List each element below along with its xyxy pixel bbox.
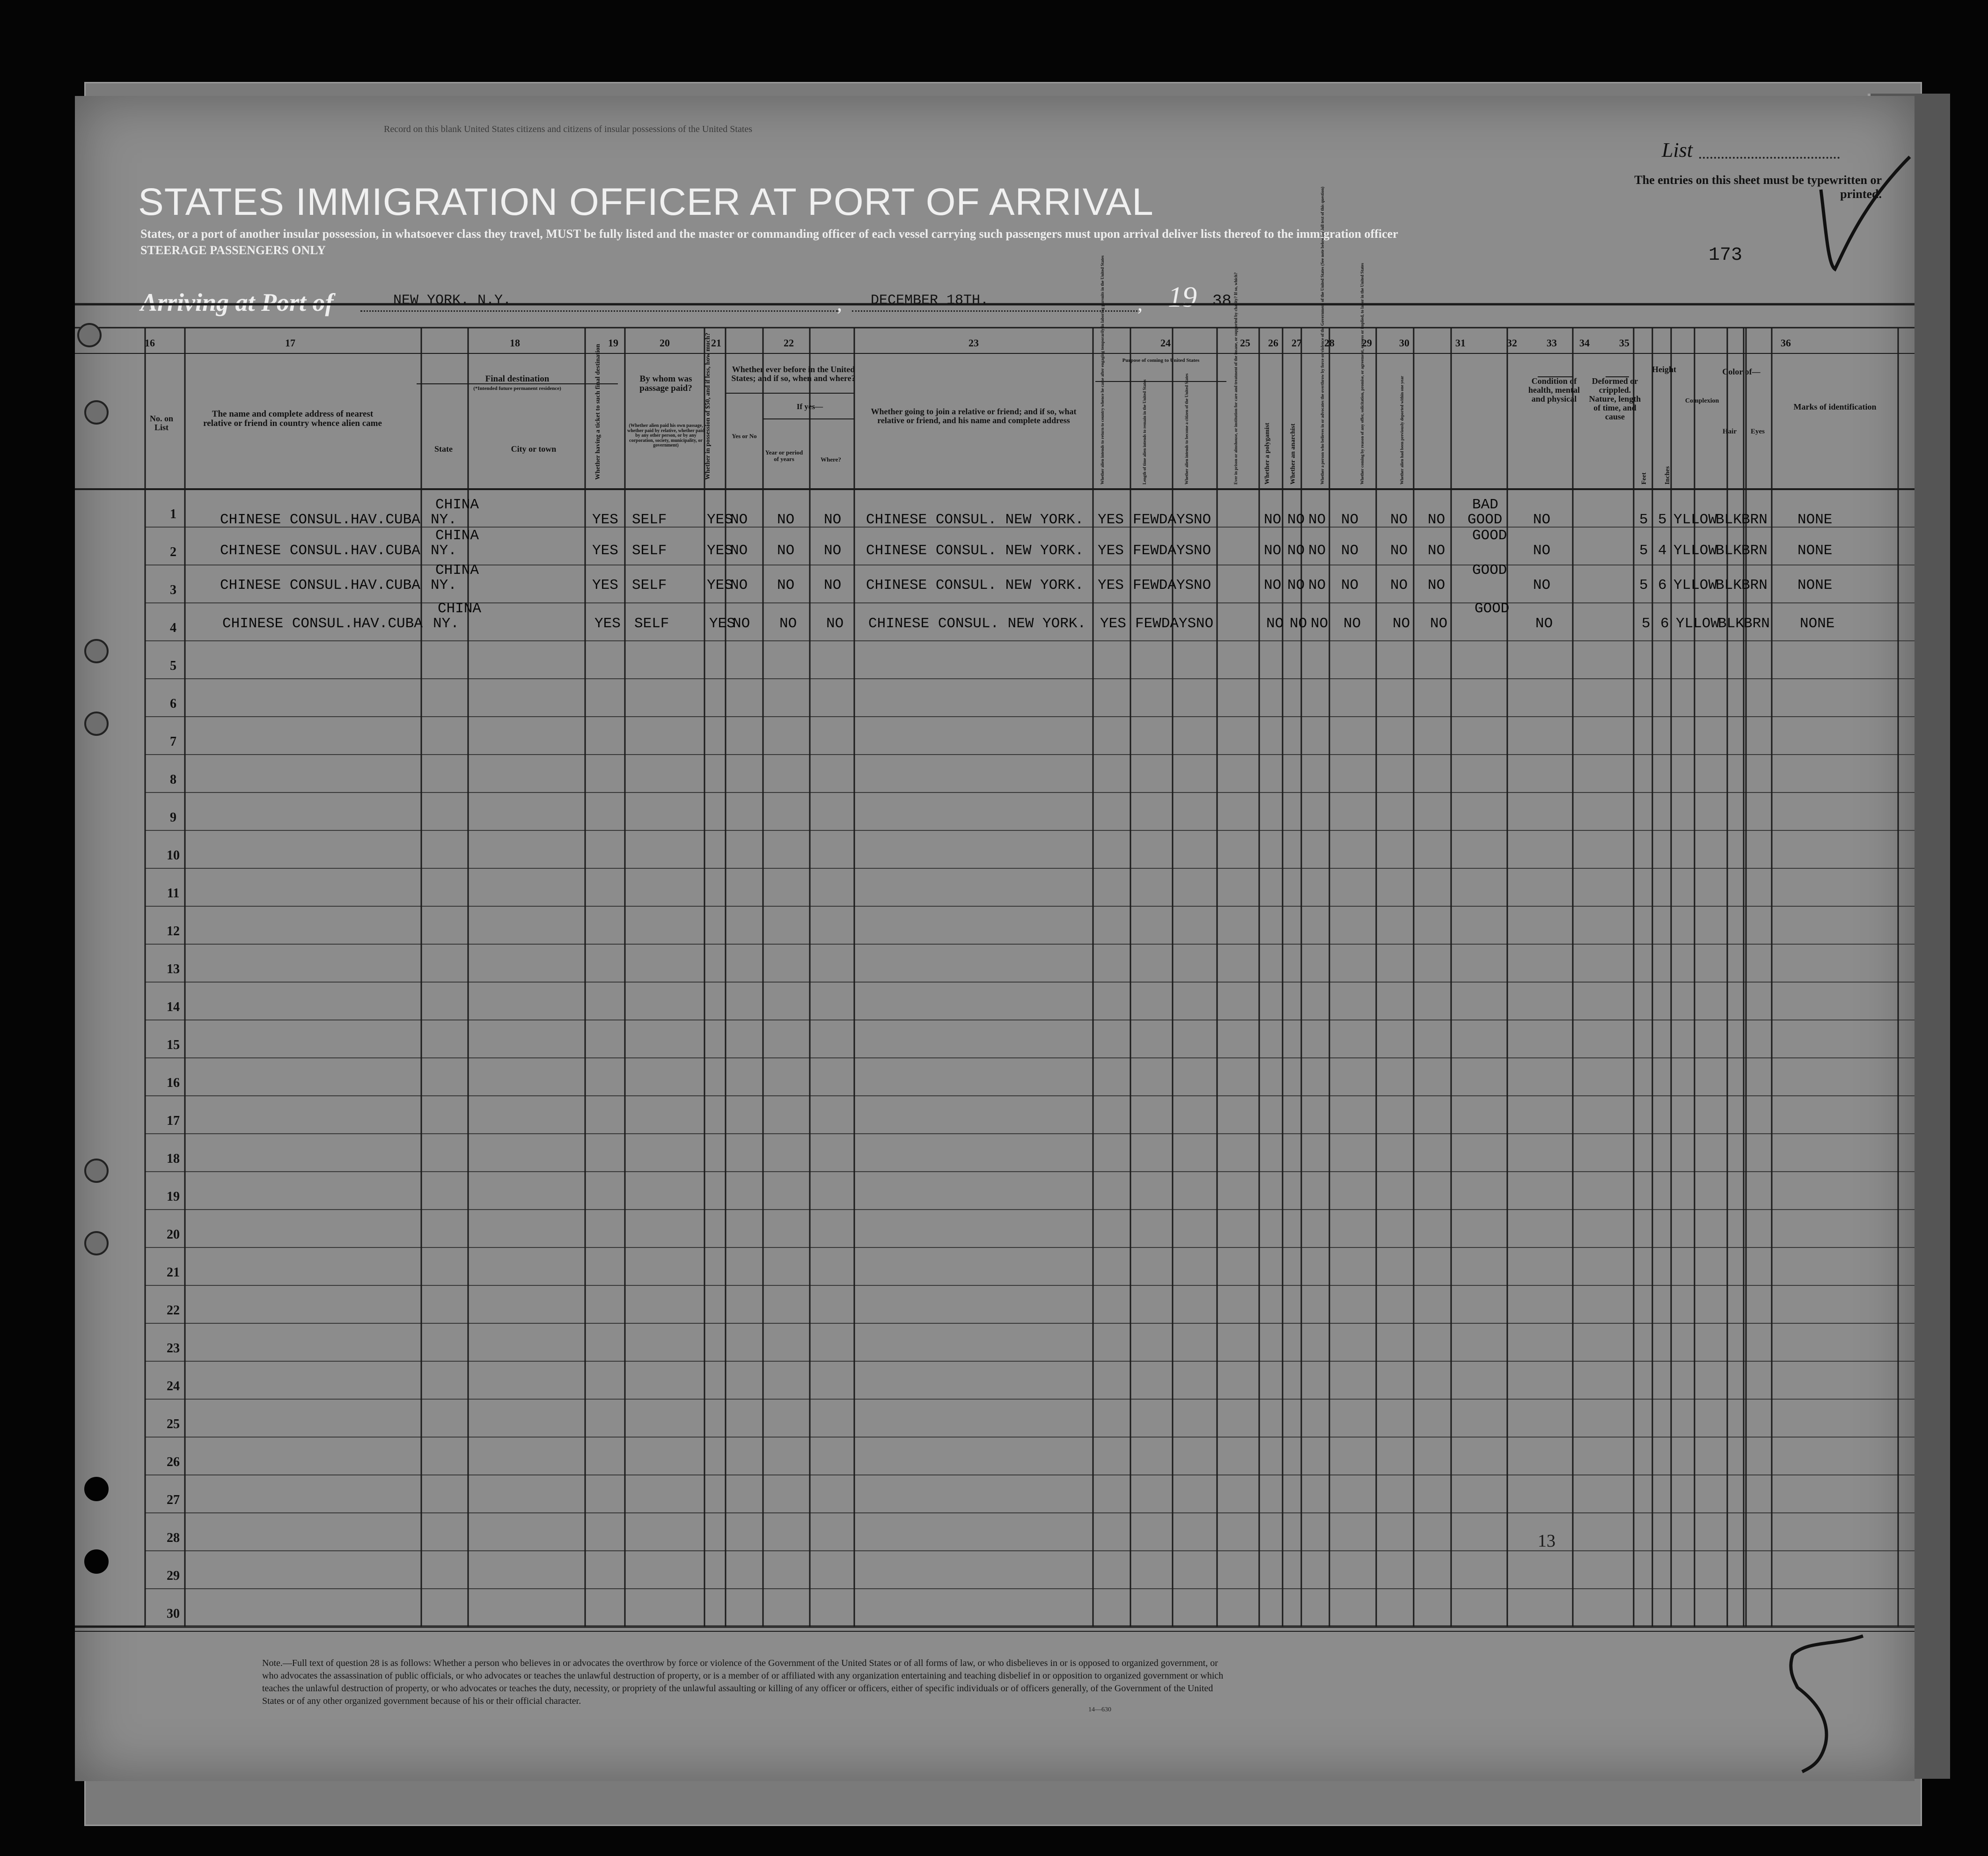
col-number-29: 29 — [1362, 337, 1372, 349]
col-number-22: 22 — [784, 337, 794, 349]
row-number: 17 — [167, 1114, 180, 1128]
steerage-label: STEERAGE PASSENGERS ONLY — [140, 243, 326, 257]
row-number: 9 — [170, 810, 176, 825]
entries-note: The entries on this sheet must be typewritten or printed. — [1634, 173, 1882, 201]
col34-header: Complexion — [1685, 397, 1719, 404]
cell-eyes: BRN — [1744, 616, 1770, 632]
row-number: 22 — [167, 1303, 180, 1318]
cell-deformed: NO — [1533, 577, 1551, 594]
row-number: 30 — [167, 1607, 180, 1621]
cell-where: NO — [826, 616, 844, 632]
col-number-19: 19 — [608, 337, 618, 349]
col36-header: Marks of identification — [1793, 402, 1877, 411]
col-number-34: 34 — [1579, 337, 1590, 349]
cell-health: GOOD — [1472, 562, 1507, 579]
manifest-sheet — [75, 96, 1915, 1781]
row-number: 7 — [170, 734, 176, 749]
row-number: 6 — [170, 697, 176, 711]
cell-deported: NO — [1428, 512, 1445, 528]
cell-inches: 5 — [1658, 512, 1667, 528]
cell-anarchist: NO — [1308, 577, 1326, 594]
col35-header: Color of— — [1722, 367, 1761, 376]
cell-hair: BLK — [1716, 543, 1742, 559]
col-number-21: 21 — [711, 337, 721, 349]
cell-complexion: YLLOW — [1673, 512, 1717, 528]
cell-paid-by: SELF — [632, 543, 667, 559]
col-number-33: 33 — [1547, 337, 1557, 349]
cell-before: NO — [730, 543, 748, 559]
cell-ticket: YES — [594, 616, 621, 632]
col26-header: Whether a polygamist — [1264, 423, 1271, 484]
col20-header: By whom was passage paid? — [639, 374, 692, 393]
cell-complexion: YLLOW — [1676, 616, 1720, 632]
col23-header: Whether going to join a relative or friend; and if so, what relative or friend, and his name and complete address — [871, 407, 1077, 425]
row-number: 4 — [170, 621, 176, 635]
cell-labor: NO — [1390, 543, 1408, 559]
cell-years: NO — [777, 577, 795, 594]
form-number: 14—630 — [1088, 1706, 1111, 1713]
cell-joining: CHINESE CONSUL. NEW YORK. — [866, 543, 1084, 559]
cell-citizen: NO — [1194, 512, 1211, 528]
port-value: NEW YORK. N.Y. — [393, 293, 512, 308]
col22-ifyes: If yes— — [796, 402, 823, 411]
row-number: 16 — [167, 1076, 180, 1090]
row-number: 27 — [167, 1493, 180, 1507]
cell-labor: NO — [1390, 577, 1408, 594]
faint-header-text: Record on this blank United States citizens and citizens of insular possessions of the United States — [384, 124, 753, 134]
cell-hair: BLK — [1718, 616, 1744, 632]
list-label: List — [1662, 139, 1693, 161]
cell-feet: 5 — [1639, 543, 1648, 559]
cell-health: GOOD — [1472, 528, 1507, 544]
col-number-16: 16 — [145, 337, 155, 349]
cell-prison: NO — [1264, 543, 1282, 559]
col-number-28: 28 — [1324, 337, 1335, 349]
cell-state: CHINA — [438, 601, 482, 617]
cell-feet: 5 — [1639, 577, 1648, 594]
cell-citizen: NO — [1194, 543, 1211, 559]
cell-years: NO — [777, 543, 795, 559]
comma: , — [1137, 292, 1143, 315]
page-number: 173 — [1709, 245, 1743, 266]
cell-hair: BLK — [1716, 512, 1742, 528]
cell-state: CHINA — [435, 528, 479, 544]
cell-before: NO — [730, 577, 748, 594]
cell-state2: NY. — [431, 577, 457, 594]
col-number-17: 17 — [285, 337, 295, 349]
binder-hole-icon — [84, 1231, 109, 1255]
year-prefix: 19 — [1168, 281, 1197, 313]
cell-polygamist: NO — [1287, 512, 1305, 528]
col22-where: Where? — [821, 456, 841, 463]
row-number: 24 — [167, 1379, 180, 1394]
cell-anarchist: NO — [1308, 512, 1326, 528]
cell-citizen: NO — [1196, 616, 1214, 632]
col-number-30: 30 — [1399, 337, 1409, 349]
cell-years: NO — [779, 616, 797, 632]
col24-b-header: Length of time alien intends to remain in the United States — [1142, 379, 1147, 484]
cell-q28: NO — [1341, 577, 1359, 594]
form-subtitle: States, or a port of another insular possession, in whatsoever class they travel, MUST be fully listed and the master or commanding officer of each vessel carrying such passengers must upon arrival deliver lists thereof to the immigration officer — [140, 227, 1398, 241]
cell-marks: NONE — [1797, 512, 1833, 528]
row-number: 11 — [167, 886, 180, 901]
cell-hair: BLK — [1716, 577, 1742, 594]
col24-c-header: Whether alien intends to become a citizen of the United States — [1184, 373, 1189, 484]
cell-deformed: NO — [1535, 616, 1553, 632]
col31-header: Condition of health, mental and physical — [1528, 376, 1580, 403]
binder-hole-icon — [84, 1159, 109, 1183]
comma: , — [837, 292, 842, 315]
cell-return: YES — [1100, 616, 1126, 632]
binder-hole-icon — [84, 1477, 109, 1501]
cell-deported: NO — [1430, 616, 1448, 632]
cell-prison: NO — [1264, 512, 1282, 528]
row-number: 14 — [167, 1000, 180, 1014]
col18-header: Final destination — [485, 374, 550, 384]
cell-money: YES — [707, 577, 733, 594]
bottom-handwritten-mark: 13 — [1538, 1531, 1555, 1551]
cell-eyes: BRN — [1741, 577, 1768, 594]
row-number: 23 — [167, 1341, 180, 1356]
cell-labor: NO — [1390, 512, 1408, 528]
cell-q28: NO — [1341, 512, 1359, 528]
cell-deported: NO — [1428, 577, 1445, 594]
col22-yesno: Yes or No — [732, 433, 757, 440]
cell-citizen: NO — [1194, 577, 1211, 594]
cell-where: NO — [824, 577, 842, 594]
col32-header: Deformed or crippled. Nature, length of time, and cause — [1589, 376, 1641, 421]
col21-header: Whether in possession of $50, and if less, how much? — [704, 332, 712, 480]
row-number: 19 — [167, 1189, 180, 1204]
col28-header: Whether a person who believes in or advocates the overthrow by force or violence of the Government of the United States (See note below for full text of this question) — [1320, 186, 1325, 484]
binder-hole-icon — [84, 639, 109, 663]
cell-polygamist: NO — [1290, 616, 1307, 632]
col18-city-header: City or town — [511, 444, 557, 454]
col19-header: Whether having a ticket to such final destination — [594, 344, 602, 480]
cell-state2: NY. — [433, 616, 459, 632]
cell-paid-by: SELF — [632, 512, 667, 528]
cell-deformed: NO — [1533, 543, 1551, 559]
cell-length: FEWDAYS — [1133, 577, 1194, 594]
row-number: 2 — [170, 545, 176, 559]
col27-header: Whether an anarchist — [1290, 423, 1297, 484]
cell-state2: NY. — [431, 512, 457, 528]
cell-complexion: YLLOW — [1673, 577, 1717, 594]
row-number: 5 — [170, 659, 176, 673]
row-number: 29 — [167, 1569, 180, 1583]
col18-note: (*Intended future permanent residence) — [473, 386, 561, 391]
cell-marks: NONE — [1797, 543, 1833, 559]
arriving-label: Arriving at Port of — [140, 288, 334, 316]
cell-ticket: YES — [592, 543, 618, 559]
cell-paid-by: SELF — [632, 577, 667, 594]
col-number-27: 27 — [1291, 337, 1302, 349]
col-number-36: 36 — [1781, 337, 1791, 349]
cell-labor: NO — [1393, 616, 1410, 632]
cell-inches: 4 — [1658, 543, 1667, 559]
row-number: 8 — [170, 772, 176, 787]
cell-marks: NONE — [1800, 616, 1835, 632]
row-number: 12 — [167, 924, 180, 939]
col22-year: Year or period of years — [765, 449, 803, 462]
col35-eyes: Eyes — [1751, 428, 1765, 435]
col30-header: Whether alien had been previously deported within one year — [1400, 375, 1404, 484]
cell-marks: NONE — [1797, 577, 1833, 594]
row-number: 20 — [167, 1227, 180, 1242]
cell-anarchist: NO — [1311, 616, 1328, 632]
date-value: DECEMBER 18TH. — [871, 293, 989, 308]
cell-joining: CHINESE CONSUL. NEW YORK. — [868, 616, 1086, 632]
col-number-35: 35 — [1619, 337, 1629, 349]
cell-where: NO — [824, 543, 842, 559]
col35-hair: Hair — [1723, 428, 1737, 435]
cell-relative: CHINESE CONSUL.HAV.CUBA — [220, 543, 420, 559]
col-number-23: 23 — [968, 337, 979, 349]
binder-hole-icon — [84, 1549, 109, 1574]
cell-money: YES — [709, 616, 735, 632]
cell-return: YES — [1098, 543, 1124, 559]
cell-state: CHINA — [435, 562, 479, 579]
cell-relative: CHINESE CONSUL.HAV.CUBA — [220, 577, 420, 594]
cell-prison: NO — [1266, 616, 1284, 632]
cell-eyes: BRN — [1741, 543, 1768, 559]
cell-joining: CHINESE CONSUL. NEW YORK. — [866, 577, 1084, 594]
year-suffix: 38 — [1212, 293, 1232, 310]
col25-header: Ever in prison or almshouse, or institution for care and treatment of the insane, or supported by charity? If so, which? — [1233, 272, 1238, 484]
cell-before: NO — [733, 616, 750, 632]
cell-health2: GOOD — [1467, 512, 1503, 528]
cell-polygamist: NO — [1287, 543, 1305, 559]
col33-feet: Feet — [1641, 472, 1648, 484]
col-number-20: 20 — [660, 337, 670, 349]
cell-inches: 6 — [1658, 577, 1667, 594]
row-number: 21 — [167, 1265, 180, 1280]
col22-header: Whether ever before in the United States; and if so, when and where? — [731, 365, 856, 383]
cell-state: CHINA — [435, 497, 479, 513]
cell-paid-by: SELF — [634, 616, 669, 632]
col16-header: No. on List — [150, 414, 174, 432]
row-number: 18 — [167, 1152, 180, 1166]
cell-return: YES — [1098, 512, 1124, 528]
col29-header: Whether coming by reason of any offer, solicitation, promise, or agreement, express or implied, to labor in the United States — [1360, 263, 1364, 484]
cell-joining: CHINESE CONSUL. NEW YORK. — [866, 512, 1084, 528]
col-number-32: 32 — [1507, 337, 1517, 349]
cell-ticket: YES — [592, 512, 618, 528]
cell-length: FEWDAYS — [1133, 512, 1194, 528]
row-number: 3 — [170, 583, 176, 597]
row-number: 26 — [167, 1455, 180, 1469]
row-number: 15 — [167, 1038, 180, 1052]
cell-complexion: YLLOW — [1673, 543, 1717, 559]
cell-deformed: NO — [1533, 512, 1551, 528]
cell-feet: 5 — [1639, 512, 1648, 528]
col17-header: The name and complete address of nearest relative or friend in country whence alien came — [203, 409, 382, 428]
cell-money: YES — [707, 512, 733, 528]
row-number: 13 — [167, 962, 180, 976]
col-number-26: 26 — [1268, 337, 1278, 349]
col33-header: Height — [1652, 365, 1676, 374]
col33-inches: Inches — [1664, 466, 1671, 484]
binder-hole-icon — [84, 400, 109, 425]
col24-header: Purpose of coming to United States — [1122, 358, 1200, 363]
cell-prison: NO — [1264, 577, 1282, 594]
cell-anarchist: NO — [1308, 543, 1326, 559]
cell-ticket: YES — [592, 577, 618, 594]
cell-length: FEWDAYS — [1135, 616, 1196, 632]
cell-years: NO — [777, 512, 795, 528]
cell-return: YES — [1098, 577, 1124, 594]
row-number: 25 — [167, 1417, 180, 1431]
form-grid — [75, 96, 1915, 1781]
form-title: STATES IMMIGRATION OFFICER AT PORT OF ARRIVAL — [138, 181, 1154, 223]
cell-feet: 5 — [1642, 616, 1651, 632]
cell-q28: NO — [1343, 616, 1361, 632]
col-number-31: 31 — [1455, 337, 1466, 349]
col20-note: (Whether alien paid his own passage, whether paid by relative, whether paid by any other person, or by any corporation, society, municipality, or government) — [627, 423, 704, 448]
col-number-24: 24 — [1160, 337, 1171, 349]
cell-length: FEWDAYS — [1133, 543, 1194, 559]
handwritten-five-icon — [1723, 1627, 1891, 1776]
col-number-18: 18 — [510, 337, 520, 349]
cell-health: BAD — [1472, 497, 1498, 513]
cell-before: NO — [730, 512, 748, 528]
col24-a-header: Whether alien intends to return to country whence he came after engaging temporarily in laboring pursuits in the United States — [1100, 255, 1105, 484]
binder-hole-icon — [77, 323, 102, 347]
row-number: 28 — [167, 1531, 180, 1545]
cell-polygamist: NO — [1287, 577, 1305, 594]
cell-deported: NO — [1428, 543, 1445, 559]
cell-where: NO — [824, 512, 842, 528]
row-number: 1 — [170, 507, 176, 521]
cell-state2: NY. — [431, 543, 457, 559]
cell-money: YES — [707, 543, 733, 559]
binder-hole-icon — [84, 712, 109, 736]
col18-state-header: State — [434, 444, 453, 454]
cell-q28: NO — [1341, 543, 1359, 559]
cell-health: GOOD — [1474, 601, 1510, 617]
footnote: Note.—Full text of question 28 is as follows: Whether a person who believes in or advocates the overthrow by force or violence of the Government of the United States or of all forms of law, or who disbelieves in or is opposed to organized government, or who advocates the assassination of public officials, or who advocates or teaches the unlawful destruction of property, or is a member of or affiliated with any organization entertaining and teaching disbelief in or opposition to organized government or which teaches the unlawful destruction of property, or who advocates or teaches the duty, necessity, or propriety of the unlawful assaulting or killing of any officer or officers, either of specific individuals or of officers generally, of the Government of the United States or of any other organized government because of his or their official character. — [262, 1658, 1224, 1706]
col-number-25: 25 — [1240, 337, 1250, 349]
cell-relative: CHINESE CONSUL.HAV.CUBA — [222, 616, 423, 632]
cell-eyes: BRN — [1741, 512, 1768, 528]
row-number: 10 — [167, 848, 180, 863]
cell-inches: 6 — [1660, 616, 1669, 632]
cell-relative: CHINESE CONSUL.HAV.CUBA — [220, 512, 420, 528]
